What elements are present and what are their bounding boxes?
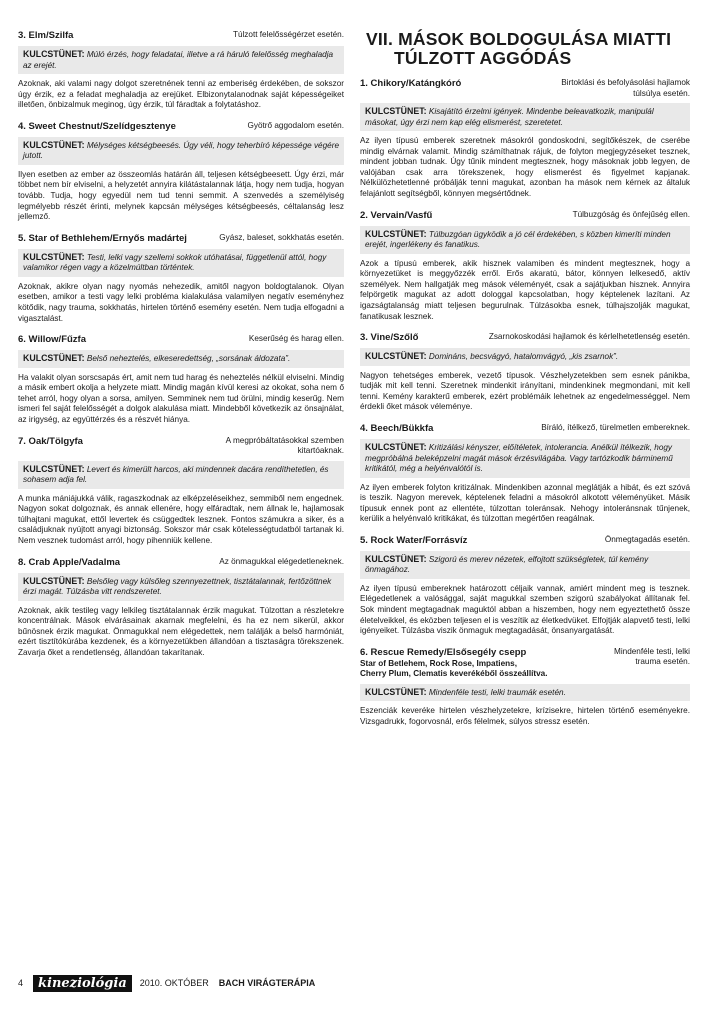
remedy-title: 4. Sweet Chestnut/Szelídgesztenye [18,120,176,132]
key-symptom-text: Testi, lelki vagy szellemi sokkok utóhatásai, függetlenül attól, hogy valamikor régen vagy a közelmúltban történtek. [23,252,327,273]
key-symptom-box [18,137,344,165]
remedy-description: Azoknak, aki valami nagy dolgot szeretnének tenni az emberiség érdekében, de sokszor úgy érzik, ez a feladat meghaladja az erejüket. Elbizonytalanodnak saját képességeiket illetően, önbizalmuk meginog, úgy érzik, túl fáradtak a folytatáshoz. [18,79,344,110]
issue-date: 2010. OKTÓBER [139,978,209,988]
remedy-indication: Bíráló, ítélkező, türelmetlen embereknek. [541,423,690,432]
left-column [18,30,344,669]
key-symptom-label: KULCSTÜNET: [365,228,427,239]
key-symptom-label: KULCSTÜNET: [365,686,427,697]
key-symptom-text: Túlbuzgóan ügyködik a jó cél érdekében, s közben kimeríti minden erejét, ingerlékeny és fanatikus. [365,229,671,250]
remedy-description: Az ilyen emberek folyton kritizálnak. Mindenkiben azonnal meglátják a hibát, és ezt szóvá is teszik. Nagyon merevek, képtelenek feladni a másokról alkotott véleményüket. Másik típusuk ennek pont az ellentéte, túlzottan toleránsak. Nehogy intoleránsnak tűnjenek, kerülik a helyénvaló kritikákat, és túlzottan megértően reagálnak. [360,482,690,524]
remedy-indication: Mindenféle testi, lelki trauma esetén. [614,646,690,667]
remedy-description: Ilyen esetben az ember az összeomlás határán áll, teljesen kétségbeesett. Úgy érzi, már többet nem bír elviselni, a helyzetét annyira kilátástalannak látja, hogy nem tudja, hogyan tovább. Tudja, hogy egyedül nem tud tenni semmit. A szenvedés a személyiség legmélyebb részét érinti, melynek kapcsán mélységes kétségbeesés, céltalanság lesz jellemző. [18,169,344,222]
remedy-entry-chicory [360,78,690,200]
remedy-indication: Keserűség és harag ellen. [248,334,344,344]
key-symptom-text: Levert és kimerült harcos, aki mindennek dacára rendíthetetlen, és sohasem adja fel. [23,464,329,485]
key-symptom-box [360,684,690,702]
remedy-description: Azoknak, akik testileg vagy lelkileg tisztátalannak érzik magukat. Túlzottan a részletekre koncentrálnak. Mások elvárásainak akarnak megfelelni, és ha ez nem sikerül, akkor bűnösnek érzik magukat. Önmagukkal nem elégedettek, nem találják a belső harmóniát, ezért tisztítókúrába kezdenek, és a környezetükben állandóan a tisztaságra törekszenek. Zavarja őket a rendetlenség, állandóan takarítanak. [18,605,344,657]
remedy-ingredients-line-2: Cherry Plum, Clematis keverékéből összeállítva. [360,669,548,679]
remedy-title: 6. Willow/Fűzfa [18,334,86,346]
remedy-title: 5. Star of Bethlehem/Ernyős madártej [18,232,187,244]
key-symptom-label: KULCSTÜNET: [365,442,427,452]
key-symptom-label: KULCSTÜNET: [23,251,85,262]
remedy-entry-star-of-bethlehem [18,233,344,324]
key-symptom-box [18,350,344,368]
key-symptom-box [360,439,690,478]
remedy-description: Az ilyen típusú emberek szeretnek másokról gondoskodni, segítőkészek, de cserébe mindig elvárnak valamit. Mindig számíthatnak rájuk, de folyton megjegyzéseket tesznek, mindent jobban tudnak. Úgy tűnik mindent megtesznek, hogy másoknak jobb legyen, de valójában csak arra törekszenek, hogy elismerést és figyelmet kapjanak. Nélkülözhetetlenné próbálják tenni magukat, azonban ha mások nem kérnek az általuk felajánlott segítségből, könnyen megsértődnek. [360,136,690,198]
remedy-entry-willow [18,334,344,425]
remedy-description: Azok a típusú emberek, akik hisznek valamiben és mindent megtesznek, hogy a környezetüket is meggyőzzék erről. Erős akaratú, bátor, könnyen lelkesedő, aktív személyek. Nem hallgatják meg mások véleményét, csak a sajátjukban hisznek. Annyira felpörgetik magukat az adott dologgal kapcsolatban, hogy képtelenek lazítani. Az igazságtalanság miatt teljesen begurulnak. Túlzásokba esnek, túlhajszolják magukat, fanatikusak lesznek. [360,258,690,321]
issue-topic: BACH VIRÁGTERÁPIA [218,978,316,988]
key-symptom-label: KULCSTÜNET: [23,575,85,586]
key-symptom-label: KULCSTÜNET: [365,351,427,362]
remedy-indication: Az önmagukkal elégedetleneknek. [219,556,344,566]
remedy-title: 8. Crab Apple/Vadalma [18,556,121,568]
remedy-description: Nagyon tehetséges emberek, vezető típusok. Vészhelyzetekben sem esnek pánikba, tudják mit kell tenni. Szeretnek mindenkit irányítani, mindenkinek megmondani, mit kell tenni. Kemény karakterű emberek, ezért problémáik lehetnek az engedelmességgel. Nem érdekli őket mások véleménye. [360,370,690,412]
key-symptom-label: KULCSTÜNET: [365,106,427,116]
remedy-description: Az ilyen típusú embereknek határozott céljaik vannak, amiért mindent meg is tesznek. Elégedetlenek a valósággal, saját magukkal szemben szigorú szabályokat állítanak fel. Sok mindent megtagadnak maguktól abban a hiszemben, hogy nem egyeztethető össze életelveikkel, és eközben teljesen el is veszítik az életkedvüket. Elfojtják alapvető testi, lelki igényeiket. Túlzásba viszik önmaguk megtagadását, önsanyargatását. [360,583,690,636]
key-symptom-box [18,249,344,277]
key-symptom-label: KULCSTÜNET: [23,463,85,474]
remedy-indication: Gyász, baleset, sokkhatás esetén. [219,232,344,242]
key-symptom-text: Mélységes kétségbeesés. Úgy véli, hogy teherbíró képessége végére jutott. [23,140,339,161]
remedy-title: 2. Vervain/Vasfű [360,209,433,221]
key-symptom-label: KULCSTÜNET: [23,49,85,59]
page-number: 4 [18,978,24,988]
key-symptom-label: KULCSTÜNET: [23,139,85,150]
key-symptom-text: Kisajátító érzelmi igények. Mindenbe beleavatkozik, manipulál másokat, úgy érzi nem kap elég elismerést, szeretetet. [365,107,654,127]
key-symptom-text: Belső neheztelés, elkeseredettség, „sorsának áldozata”. [86,354,291,364]
remedy-indication: Zsarnokoskodási hajlamok és kérlelhetetlenség esetén. [488,332,690,342]
remedy-indication: Túlzott felelősségérzet esetén. [232,30,344,39]
remedy-title: 6. Rescue Remedy/Elsősegély csepp [360,646,527,658]
key-symptom-text: Múló érzés, hogy feladatai, illetve a rá háruló felelősség meghaladja az erejét. [23,50,334,70]
page-footer [18,974,315,992]
magazine-logo: kineziológia [33,975,132,992]
key-symptom-box [18,573,344,601]
remedy-title: 4. Beech/Bükkfa [360,423,434,434]
remedy-entry-sweet-chestnut [18,121,344,223]
remedy-title: 3. Vine/Szőlő [360,332,419,344]
remedy-indication: Önmegtagadás esetén. [604,534,690,544]
key-symptom-text: Belsőleg vagy külsőleg szennyezettnek, tisztátalannak, fertőzöttnek érzi magát. Túlzásba vitt rendszeretet. [23,576,332,597]
remedy-entry-vine [360,332,690,413]
key-symptom-text: Kritizálási kényszer, előítéletek, intolerancia. Anélkül ítélkezik, hogy megpróbálná beleképzelni magát mások érzésvilágába. Vagy tartózkodik bárminemű kritikától, még a helyénvalótól is. [365,443,673,473]
key-symptom-box [360,226,690,254]
remedy-entry-rock-water [360,535,690,637]
remedy-entry-rescue-remedy [360,647,690,728]
key-symptom-text: Domináns, becsvágyó, hatalomvágyó, „kis zsarnok”. [428,352,619,362]
remedy-description: A munka mániájukká válik, ragaszkodnak az elképzeléseikhez, semmiből nem engednek. Nagyon sokat dolgoznak, és annak ellenére, hogy elfáradtak, nem állnak le, hajlamosak túlhajtani magukat, ettől levertek és csüggedtek lesznek. Fontos számukra a siker, és a családjuknak nyújtott anyagi biztonság. Sokszor már csak kötelességtudatból tartanak ki. Nem vesznek tudomást arról, hogy pihenniük kellene. [18,493,344,545]
remedy-description: Ha valakit olyan sorscsapás ért, amit nem tud harag és neheztelés nélkül elviselni. Mindig a másik embert okolja a helyzete miatt. Mindig magán kívül keresi az okokat, soha nem ő tehet arról, hogy olyan a sorsa, amilyen. Semminek nem tud örülni, mindig keserűg. Nem ismeri fel saját felelősségét a dolgok alakulása miatt. Mindebből következik az önsajnálat, az irigység, az együttérzés és a részvét hiánya. [18,372,344,424]
remedy-indication: Túlbuzgóság és önfejűség ellen. [572,209,690,219]
key-symptom-box [360,348,690,366]
remedy-entry-crab-apple [18,557,344,659]
remedy-title: 7. Oak/Tölgyfa [18,435,83,447]
remedy-description: Eszenciák keveréke hirtelen vészhelyzetekre, krízisekre, hirtelen történő eseményekre. Vizsgadrukk, fogorvosnál, erős félelmek, súlyos stressz esetén. [360,706,690,726]
key-symptom-box [18,46,344,74]
remedy-entry-vervain [360,210,690,323]
key-symptom-label: KULCSTÜNET: [365,553,427,564]
key-symptom-text: Szigorú és merev nézetek, elfojtott szükségletek, túl kemény önmagához. [365,554,649,575]
remedy-title: 3. Elm/Szilfa [18,30,74,41]
section-title [366,30,690,68]
key-symptom-box [360,551,690,579]
remedy-entry-beech [360,423,690,525]
remedy-title: 5. Rock Water/Forrásvíz [360,534,468,546]
remedy-description: Azoknak, akikre olyan nagy nyomás nehezedik, amitől nagyon boldogtalanok. Olyan esetben, amikor a testi vagy lelki probléma kialakulása valamilyen negatív eseményhez kötődik, nagy trauma, sokkhatás, hirtelen történő esemény esetén. Nem tudja elfogadni a vigasztalást. [18,281,344,323]
key-symptom-box [18,461,344,489]
key-symptom-box [360,103,690,131]
remedy-indication: Birtoklási és befolyásolási hajlamok túlsúlya esetén. [561,78,690,98]
key-symptom-text: Mindenféle testi, lelki traumák esetén. [428,687,566,697]
remedy-ingredients-line-1: Star of Betlehem, Rock Rose, Impatiens, [360,658,517,668]
section-title-line-1: VII. MÁSOK BOLDOGULÁSA MIATTI [366,29,672,49]
remedy-title: 1. Chikory/Katángkóró [360,78,462,89]
section-title-line-2: TÚLZOTT AGGÓDÁS [394,48,572,68]
remedy-entry-oak [18,436,344,547]
remedy-indication: Gyötrő aggodalom esetén. [247,120,344,130]
right-column [360,30,690,738]
remedy-entry-elm [18,30,344,111]
key-symptom-label: KULCSTÜNET: [23,353,85,364]
remedy-indication: A megpróbáltatásokkal szemben kitartóaknak. [225,435,344,456]
